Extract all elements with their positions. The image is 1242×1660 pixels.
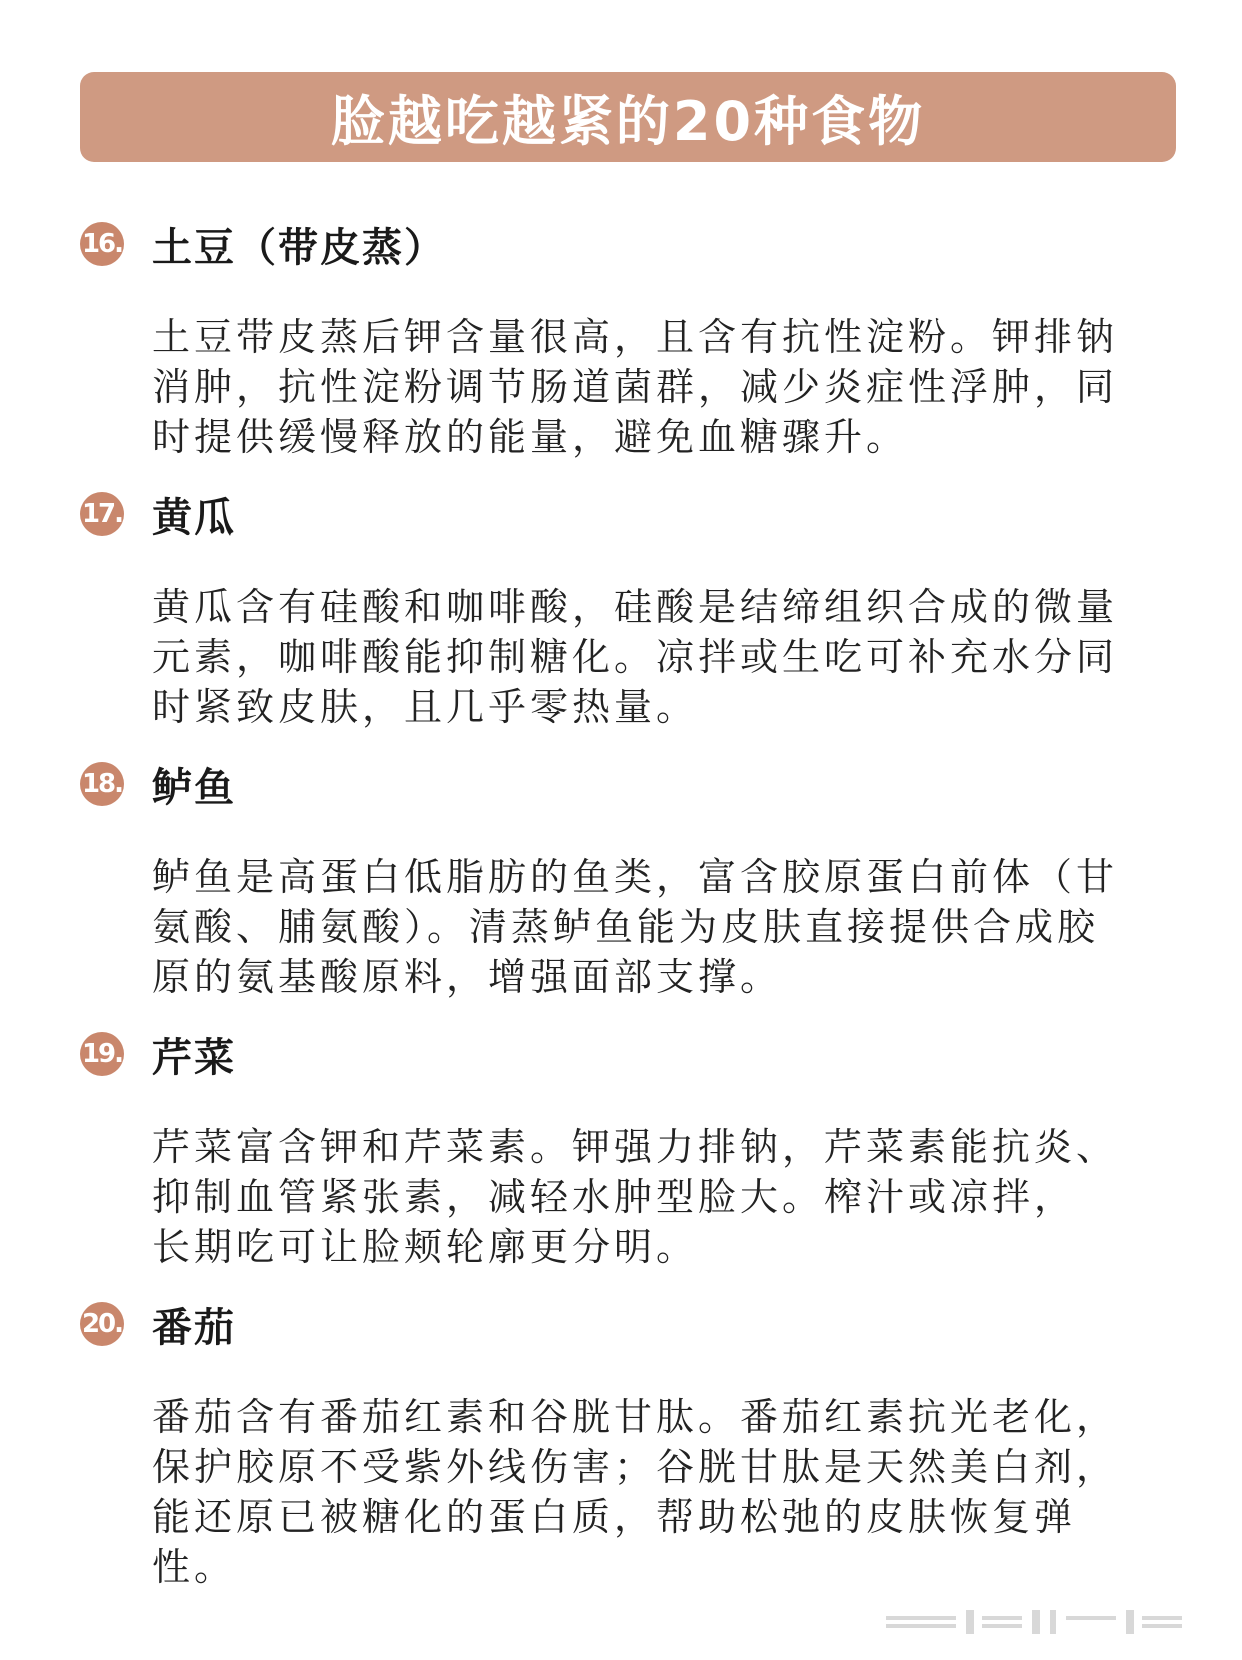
item-header bbox=[80, 756, 1176, 812]
item-description: 芹菜富含钾和芹菜素。钾强力排钠，芹菜素能抗炎、 抑制血管紧张素，减轻水肿型脸大。榨汁或凉拌， 长期吃可让脸颊轮廓更分明。 bbox=[152, 1125, 1119, 1269]
list-item bbox=[80, 1026, 1176, 1272]
item-number-badge: 17. bbox=[80, 492, 124, 536]
item-number-badge: 19. bbox=[80, 1032, 124, 1076]
item-header bbox=[80, 1296, 1176, 1352]
list-item bbox=[80, 486, 1176, 732]
item-name: 芹菜 bbox=[152, 1034, 236, 1081]
item-header bbox=[80, 216, 1176, 272]
item-description: 黄瓜含有硅酸和咖啡酸，硅酸是结缔组织合成的微量 元素，咖啡酸能抑制糖化。凉拌或生吃可补充水分同 时紧致皮肤，且几乎零热量。 bbox=[152, 585, 1119, 729]
item-name: 土豆（带皮蒸） bbox=[152, 224, 446, 271]
item-name: 黄瓜 bbox=[152, 494, 236, 541]
item-header bbox=[80, 486, 1176, 542]
item-number-badge: 18. bbox=[80, 762, 124, 806]
item-name: 番茄 bbox=[152, 1304, 236, 1351]
watermark-graphic bbox=[886, 1602, 1186, 1642]
item-header bbox=[80, 1026, 1176, 1082]
item-description: 番茄含有番茄红素和谷胱甘肽。番茄红素抗光老化， 保护胶原不受紫外线伤害；谷胱甘肽是天然美白剂， 能还原已被糖化的蛋白质，帮助松弛的皮肤恢复弹 性。 bbox=[152, 1395, 1119, 1589]
item-number-badge: 20. bbox=[80, 1302, 124, 1346]
list-item bbox=[80, 756, 1176, 1002]
title-banner bbox=[80, 72, 1176, 162]
list-item bbox=[80, 216, 1176, 462]
item-name: 鲈鱼 bbox=[152, 764, 236, 811]
item-description: 鲈鱼是高蛋白低脂肪的鱼类，富含胶原蛋白前体（甘 氨酸、脯氨酸）。清蒸鲈鱼能为皮肤直接提供合成胶 原的氨基酸原料，增强面部支撑。 bbox=[152, 855, 1119, 999]
list-item bbox=[80, 1296, 1176, 1592]
item-description: 土豆带皮蒸后钾含量很高，且含有抗性淀粉。钾排钠 消肿，抗性淀粉调节肠道菌群，减少炎症性浮肿，同 时提供缓慢释放的能量，避免血糖骤升。 bbox=[152, 315, 1119, 459]
item-number-badge: 16. bbox=[80, 222, 124, 266]
page-title: 脸越吃越紧的20种食物 bbox=[330, 89, 926, 153]
